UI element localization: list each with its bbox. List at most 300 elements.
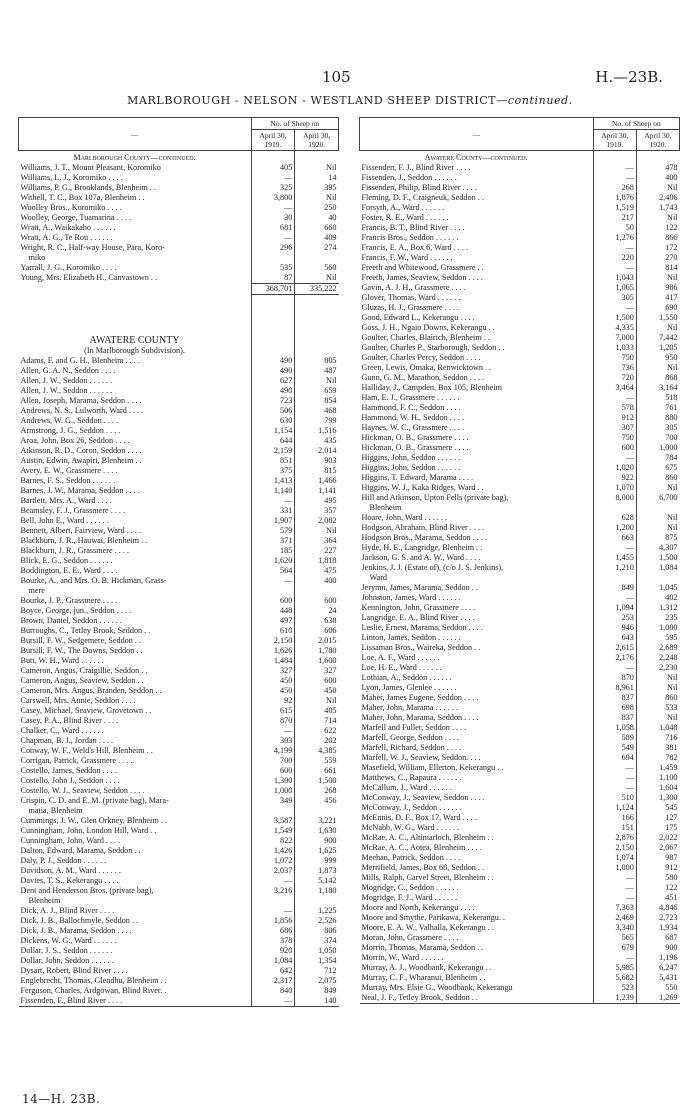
sheep-1920: 175 (636, 823, 679, 833)
table-row (19, 796, 339, 806)
sheep-1920: 487 (295, 366, 339, 376)
sheep-1920: 274 (295, 243, 339, 253)
sheep-1920: Nil (295, 193, 339, 203)
sheep-1920: 468 (295, 406, 339, 416)
sheep-1920: 270 (636, 253, 679, 263)
sheep-1920: 374 (295, 936, 339, 946)
row-name: Higgins, W. J., Kaka Ridges, Ward . . (361, 483, 484, 492)
row-name: Fissenden, F. J., Blind River . . . . (361, 163, 471, 172)
row-name: Linton, James, Seddon . . . . . . (361, 633, 461, 642)
table-row (360, 433, 680, 443)
row-name (19, 295, 252, 336)
table-row (19, 556, 339, 566)
sheep-1919: — (593, 593, 636, 603)
sheep-1919: 679 (593, 943, 636, 953)
sheep-1920 (295, 346, 339, 356)
sheep-1920: 805 (295, 356, 339, 366)
sheep-1919: 837 (593, 693, 636, 703)
sheep-1920: 227 (295, 546, 339, 556)
row-name: Armstrong, J. G., Seddon . . . . (20, 426, 121, 435)
row-name: Avery, E. W., Grassmere . . . . (20, 466, 118, 475)
sheep-1920 (636, 151, 679, 164)
row-name: Francis Bros., Seddon . . . . . . (361, 233, 459, 242)
row-name: Woolley Bros., Koromiko . . . . (20, 203, 122, 212)
sheep-1920: 600 (295, 596, 339, 606)
sheep-1920: 580 (636, 873, 679, 883)
sheep-1919: 405 (251, 163, 295, 173)
row-name: Hodgson, Abraham, Blind River . . . . (361, 523, 485, 532)
sheep-1920: Nil (295, 526, 339, 536)
row-name: Fleming, D. F., Craigneuk, Seddon . . (361, 193, 484, 202)
sheep-1919: 497 (251, 616, 295, 626)
row-name: McNabb, W. G., Ward . . . . . . (361, 823, 460, 832)
table-row (19, 295, 339, 336)
row-name: Butt, W. H., Ward . . . . . . (20, 656, 104, 665)
row-name: Moore and North, Kekerangu . . . . (361, 903, 475, 912)
row-name: Hickman, O. B., Grassmere . . . . (361, 443, 469, 452)
row-name: Forsyth, A., Ward . . . . . . (361, 203, 445, 212)
sheep-1919: 325 (251, 183, 295, 193)
table-row (360, 723, 680, 733)
sheep-1919: 3,340 (593, 923, 636, 933)
table-row (19, 273, 339, 284)
table-row (19, 656, 339, 666)
sheep-1920: 1,050 (295, 946, 339, 956)
table-row (360, 933, 680, 943)
row-name: Francis, F. W., Ward . . . . . . (361, 253, 453, 262)
page-title (0, 94, 700, 107)
sheep-1920: 24 (295, 606, 339, 616)
sheep-1920: 1,100 (636, 773, 679, 783)
sheep-1919: 1,276 (593, 233, 636, 243)
sheep-1920 (295, 253, 339, 263)
row-name: Glover, Thomas, Ward . . . . . . (361, 293, 461, 302)
sheep-1920: Nil (636, 483, 679, 493)
sheep-1919: 2,615 (593, 643, 636, 653)
table-row (19, 996, 339, 1007)
table-row (19, 966, 339, 976)
sheep-1919: 849 (593, 583, 636, 593)
sheep-1920: 4,385 (295, 746, 339, 756)
sheep-1920: 451 (636, 893, 679, 903)
sheep-1920: 417 (636, 293, 679, 303)
table-row (19, 856, 339, 866)
sheep-1919: 837 (593, 713, 636, 723)
table-row (360, 313, 680, 323)
table-row (19, 776, 339, 786)
sheep-1919: 946 (593, 623, 636, 633)
row-name: Ferguson, Charles, Ardgowan, Blind River. . (20, 986, 167, 995)
table-row (19, 496, 339, 506)
sheep-1920: 2,526 (295, 916, 339, 926)
sheep-1920: 3,164 (636, 383, 679, 393)
sheep-1919: 1,074 (593, 853, 636, 863)
row-name: Williams, J. T., Mount Pleasant, Koromiko (20, 163, 161, 172)
sheep-1919: — (593, 663, 636, 673)
table-row (19, 416, 339, 426)
row-name: Maher, James Eugene, Seddon . . . . (361, 693, 479, 702)
row-name: Ham, E. J., Grassmere . . . . . . (361, 393, 460, 402)
table-row (360, 823, 680, 833)
row-name (19, 284, 252, 295)
sheep-1919: 1,033 (593, 343, 636, 353)
table-row (360, 803, 680, 813)
sheep-1919: 1,058 (593, 723, 636, 733)
table-row (360, 943, 680, 953)
sheep-1920: 854 (295, 396, 339, 406)
table-row (360, 693, 680, 703)
sheep-1920: Nil (636, 683, 679, 693)
table-row (360, 543, 680, 553)
sheep-1919: 700 (251, 756, 295, 766)
sheep-1920: 250 (295, 203, 339, 213)
row-name: Cameron, Angus, Craigillie, Seddon . . (20, 666, 148, 675)
row-name: Murray, C. F., Wharanui, Blenheim . . (361, 973, 486, 982)
row-name: Mills, Ralph, Carvel Street, Blenheim . . (361, 873, 494, 882)
sheep-1919: 1,626 (251, 646, 295, 656)
sheep-1919: 642 (251, 966, 295, 976)
table-row (360, 443, 680, 453)
sheep-1920: 638 (295, 616, 339, 626)
table-row (19, 526, 339, 536)
sheep-1920: 659 (295, 386, 339, 396)
table-row (360, 213, 680, 223)
row-name: Hill and Atkinson, Upton Fells (private bag), (361, 493, 509, 502)
table-row (19, 806, 339, 816)
sheep-1920: 4,846 (636, 903, 679, 913)
row-name: Costello, John J., Seddon . . . . (20, 776, 120, 785)
table-row (19, 886, 339, 896)
sheep-1919: — (593, 263, 636, 273)
row-name: Allen, G. A. N., Seddon . . . . (20, 366, 116, 375)
sheep-1920: 987 (636, 853, 679, 863)
sheep-1919: 686 (251, 926, 295, 936)
sheep-1920: 2,230 (636, 663, 679, 673)
row-name: Lothian, A., Seddon . . . . . . (361, 673, 452, 682)
sheep-1919: — (593, 303, 636, 313)
sheep-1920: 1,045 (636, 583, 679, 593)
sheep-1919: 523 (593, 983, 636, 993)
table-row (360, 893, 680, 903)
table-row (360, 743, 680, 753)
sheep-1920: 2,248 (636, 653, 679, 663)
sheep-1919 (251, 151, 295, 164)
sheep-1919 (251, 295, 295, 336)
table-row (360, 493, 680, 503)
row-name: Davidson, A. M., Ward . . . . . . (20, 866, 121, 875)
sheep-1919 (593, 573, 636, 583)
sheep-1920: 2,406 (636, 193, 679, 203)
sheep-1919: 1,907 (251, 516, 295, 526)
sheep-1919: 1,094 (593, 603, 636, 613)
sheep-1920: 335,222 (295, 284, 339, 295)
table-row (360, 513, 680, 523)
sheep-1919: 2,469 (593, 913, 636, 923)
title-continued: —continued. (496, 94, 573, 107)
sheep-1919: 2,317 (251, 976, 295, 986)
row-name: Blenheim (369, 503, 402, 512)
table-row (19, 203, 339, 213)
table-row (19, 906, 339, 916)
row-name: Jackson, G. S. and A. W., Ward . . . . (361, 553, 481, 562)
table-row (19, 163, 339, 173)
row-name: Cummings, J. W., Glen Orkney, Blenheim . . (20, 816, 167, 825)
sheep-1919: 1,519 (593, 203, 636, 213)
table-row (360, 533, 680, 543)
sheep-1919: 681 (251, 223, 295, 233)
row-name: Allen, J. W., Seddon . . . . . . (20, 376, 113, 385)
sheep-1920: 660 (295, 223, 339, 233)
sheep-1919: 2,150 (593, 843, 636, 853)
row-name: Maher, John, Marama, Seddon . . . . (361, 713, 479, 722)
sheep-1919: 448 (251, 606, 295, 616)
sheep-1919: 840 (251, 986, 295, 996)
sheep-1920: 712 (295, 966, 339, 976)
row-name: Fissenden, J., Seddon . . . . . . (361, 173, 457, 182)
sheep-1920: 595 (636, 633, 679, 643)
row-name: Hyde, H. E., Langridge, Blenheim . . (361, 543, 483, 552)
right-table (359, 117, 680, 1004)
row-name: Blenheim (28, 896, 61, 905)
sheep-1920: 559 (295, 756, 339, 766)
sheep-1920: Nil (636, 513, 679, 523)
table-row (19, 284, 339, 295)
sheep-1919: 8,000 (593, 493, 636, 503)
sheep-1919: 920 (251, 946, 295, 956)
row-name: (In Marlborough Subdivision). (84, 346, 185, 355)
sheep-1920: 1,743 (636, 203, 679, 213)
sheep-1919: 922 (593, 473, 636, 483)
row-name: McRae, A. C., Altimarloch, Blenheim . . (361, 833, 494, 842)
sheep-1919: 628 (593, 513, 636, 523)
row-name: Englebrecht, Thomas, Glendhu, Blenheim . . (20, 976, 167, 985)
sheep-1920: Nil (636, 213, 679, 223)
row-name: Goulter, Charles, Blairich, Blenheim . . (361, 333, 490, 342)
sheep-1919: 549 (593, 743, 636, 753)
row-name: Dollar, John, Seddon . . . . . . (20, 956, 114, 965)
sheep-1919: — (593, 163, 636, 173)
table-row (19, 586, 339, 596)
row-name: Cunningham, John, London Hill, Ward . . (20, 826, 157, 835)
sheep-1920: 1,500 (295, 776, 339, 786)
sheep-1919: 1,020 (593, 463, 636, 473)
row-name: Bartlett, Mrs. A., Ward . . . . (20, 496, 112, 505)
sheep-1920: 1,141 (295, 486, 339, 496)
row-name: Casey, Michael, Seaview, Grovetown . . (20, 706, 152, 715)
table-row (19, 726, 339, 736)
sheep-1920: 900 (295, 836, 339, 846)
row-name: Atkinson, R. D., Coron, Seddon . . . . (20, 446, 142, 455)
row-name: Fissenden, F., Blind River . . . . (19, 996, 252, 1007)
sheep-1920: 268 (295, 786, 339, 796)
sheep-1920: 2,067 (636, 843, 679, 853)
table-row (360, 583, 680, 593)
sheep-1920: 1,516 (295, 426, 339, 436)
sheep-1920: 1,780 (295, 646, 339, 656)
sheep-1920: 1,180 (295, 886, 339, 896)
sheep-1920: 690 (636, 303, 679, 313)
row-name: Bourke, J. P., Grassmere . . . . (20, 596, 118, 605)
sheep-1920: 357 (295, 506, 339, 516)
sheep-1919: 1,484 (251, 656, 295, 666)
sheep-1920: 172 (636, 243, 679, 253)
sheep-1919: 1,084 (251, 956, 295, 966)
sheep-1920 (295, 896, 339, 906)
right-table-body (360, 151, 680, 1004)
row-name: Williams, P. G., Brooklands, Blenheim . . (20, 183, 156, 192)
table-row (19, 566, 339, 576)
sheep-1920: 456 (295, 796, 339, 806)
row-name: Dysart, Robert, Blind River . . . . (20, 966, 128, 975)
sheep-1920: 714 (295, 716, 339, 726)
table-row (360, 853, 680, 863)
sheep-1920: Nil (295, 273, 339, 284)
sheep-1920: 1,459 (636, 763, 679, 773)
row-name: Casey, P. A., Blind River . . . . (20, 716, 119, 725)
sheep-1920: 606 (295, 626, 339, 636)
row-name: Awatere County—continued. (424, 153, 528, 162)
row-name: Adams, F. and G. H., Blenheim . . . . (20, 356, 140, 365)
sheep-1920: 1,625 (295, 846, 339, 856)
row-name: McRae, A. C., Aotea, Blenheim . . . . (361, 843, 482, 852)
table-row (360, 163, 680, 173)
row-name: McConway, J., Seaview, Seddon . . . . (361, 793, 485, 802)
sheep-1919: 630 (251, 416, 295, 426)
row-name: Dick, J. B., Ballochmyle, Seddon . . (20, 916, 139, 925)
sheep-1920: 40 (295, 213, 339, 223)
sheep-1920: 235 (636, 613, 679, 623)
sheep-1920: Nil (295, 163, 339, 173)
table-row (19, 596, 339, 606)
table-row (360, 903, 680, 913)
row-name: Andrews, W. G., Seddon . . . . (20, 416, 119, 425)
sheep-1919 (251, 806, 295, 816)
row-name: Wratt, A., Waikakaho . . . . . . (20, 223, 116, 232)
table-row (360, 423, 680, 433)
table-row (360, 953, 680, 963)
row-name: Aroa, John, Box 26, Seddon . . . . (20, 436, 130, 445)
sheep-1920: 127 (636, 813, 679, 823)
row-name: Francis, B. T., Blind River . . . . (361, 223, 465, 232)
row-name: Dickens, W. G., Ward . . . . . . (20, 936, 117, 945)
row-name: Brown, Daniel, Seddon . . . . . . (20, 616, 122, 625)
sheep-1920: 2,723 (636, 913, 679, 923)
table-row (19, 826, 339, 836)
table-row (360, 393, 680, 403)
table-row (19, 706, 339, 716)
sheep-1919: 1,876 (593, 193, 636, 203)
sheep-1919: 217 (593, 213, 636, 223)
sheep-1920: 866 (636, 233, 679, 243)
row-name: McCallum, J., Ward . . . . . . (361, 783, 452, 792)
sheep-1919: 589 (593, 733, 636, 743)
sheep-1920: 1,466 (295, 476, 339, 486)
sheep-1919: 723 (251, 396, 295, 406)
sheep-1920 (636, 503, 679, 513)
sheep-1919: 5,985 (593, 963, 636, 973)
sheep-1919: 698 (593, 703, 636, 713)
table-row (19, 476, 339, 486)
sheep-1919: 600 (251, 766, 295, 776)
sheep-1920: 305 (636, 423, 679, 433)
row-name: Goss, J. H., Ngaio Downs, Kekerangu . . (361, 323, 495, 332)
sheep-1920: 409 (295, 233, 339, 243)
row-name: Marfell, Richard, Seddon . . . . (361, 743, 462, 752)
table-row (360, 663, 680, 673)
row-name: Yarrall, J. G., Koromiko . . . . (20, 263, 117, 272)
sheep-1919: 720 (593, 373, 636, 383)
table-row (360, 773, 680, 783)
sheep-1919: 1,000 (251, 786, 295, 796)
sheep-1919: 368,701 (251, 284, 295, 295)
sheep-1920: 860 (636, 693, 679, 703)
row-name: McEnnis, D. F., Box 17, Ward . . . . (361, 813, 477, 822)
sheep-1920 (295, 806, 339, 816)
sheep-1920: 815 (295, 466, 339, 476)
table-row (360, 753, 680, 763)
row-name: Barnes, J. W., Marama, Seddon . . . . (20, 486, 140, 495)
table-row (360, 333, 680, 343)
row-name: Good, Edward L., Kekerangu . . . . (361, 313, 475, 322)
sheep-1919: — (593, 543, 636, 553)
sheep-1920: 700 (636, 433, 679, 443)
sheep-1920: 2,075 (295, 976, 339, 986)
sheep-1919: 220 (593, 253, 636, 263)
table-row (360, 293, 680, 303)
sheep-1920: Nil (295, 696, 339, 706)
sheep-1920: 7,442 (636, 333, 679, 343)
sheep-1919: 1,070 (593, 483, 636, 493)
sheep-1919: — (593, 883, 636, 893)
table-row (19, 756, 339, 766)
row-name: McConway, J., Seddon . . . . . . (361, 803, 462, 812)
table-row (19, 446, 339, 456)
row-name: Bennett, Albert, Fairview, Ward . . . . (20, 526, 142, 535)
table-row (360, 563, 680, 573)
table-row (360, 973, 680, 983)
sheep-1919: 87 (251, 273, 295, 284)
sheep-1920: 435 (295, 436, 339, 446)
sheep-1920: 950 (636, 353, 679, 363)
row-name: Loe, A. F., Ward . . . . . . (361, 653, 440, 662)
row-name: Lissaman Bros., Waireka, Seddon . . (361, 643, 481, 652)
row-name: Austin, Edwin, Awapiri, Blenheim . . (20, 456, 142, 465)
table-row (19, 636, 339, 646)
row-name: Masefield, William, Ellerton, Kekerangu . . (361, 763, 504, 772)
sheep-1920 (295, 151, 339, 164)
sheep-1920: 122 (636, 883, 679, 893)
table-row (360, 613, 680, 623)
sheep-1919: 296 (251, 243, 295, 253)
sheep-1919: — (251, 203, 295, 213)
table-row (19, 506, 339, 516)
sheep-1920: 782 (636, 753, 679, 763)
header-group: No. of Sheep on (593, 118, 679, 130)
table-row (19, 626, 339, 636)
sheep-1919: 506 (251, 406, 295, 416)
sheep-1920: 122 (636, 223, 679, 233)
table-row (360, 233, 680, 243)
sheep-1920: 550 (636, 983, 679, 993)
sheep-1920: 1,600 (295, 656, 339, 666)
row-name: Cameron, Mrs. Angus, Branden, Seddon . . (20, 686, 162, 695)
sheep-1919: 1,856 (251, 916, 295, 926)
row-name: Francis, E. A., Box 6, Ward . . . . (361, 243, 469, 252)
row-name: Young, Mrs. Elizabeth H., Canvastown . . (20, 273, 158, 282)
row-name: Blick, E. G., Seddon . . . . . . (20, 556, 113, 565)
table-row (360, 603, 680, 613)
row-name: Barnes, F. S., Seddon . . . . . . (20, 476, 116, 485)
